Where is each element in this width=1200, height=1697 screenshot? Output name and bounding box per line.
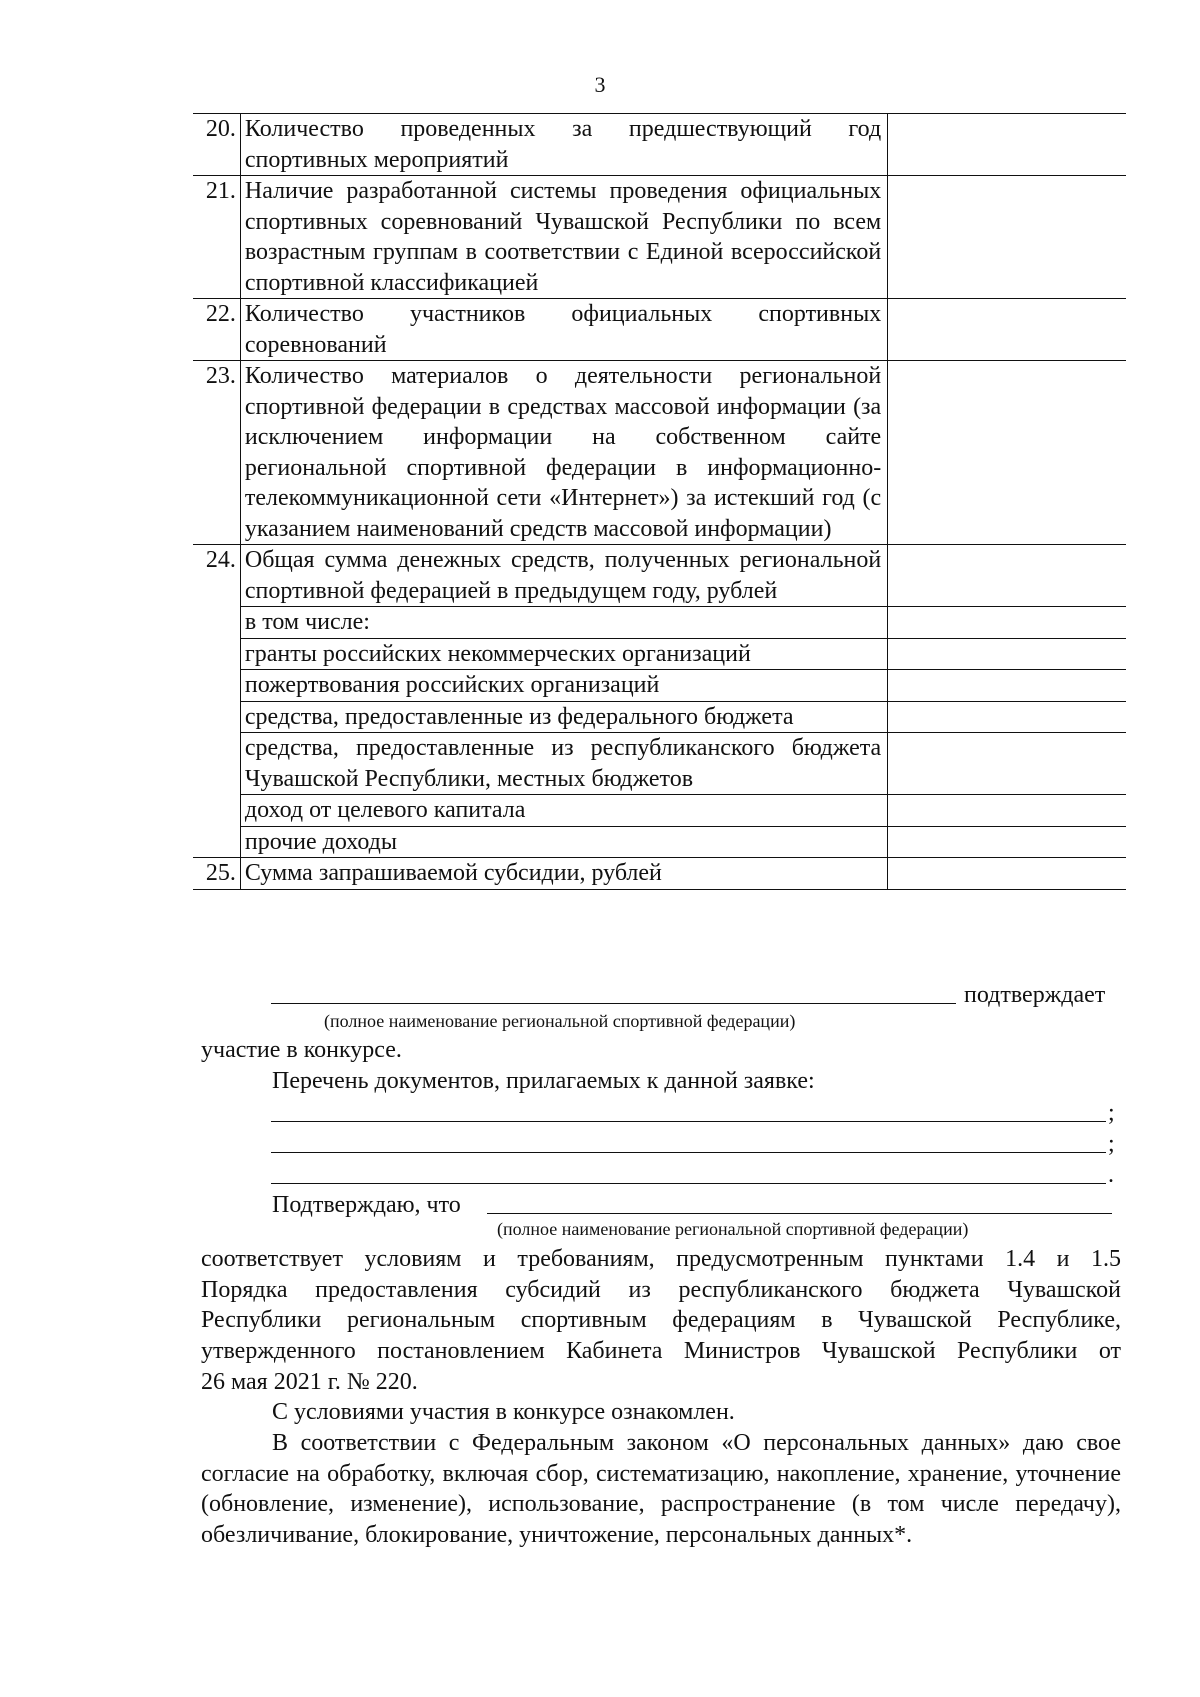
row-number: 24. <box>193 545 240 607</box>
row-value-cell[interactable] <box>888 607 1126 639</box>
table-row <box>193 176 1126 299</box>
confirm-prefix: Подтверждаю, что <box>272 1192 461 1218</box>
row-value-cell[interactable] <box>888 361 1126 545</box>
subrow-description: средства, предоставленные из федерального бюджета <box>240 701 887 733</box>
row-value-cell[interactable] <box>888 795 1126 827</box>
row-description: Количество проведенных за предшествующий год спортивных мероприятий <box>240 114 887 176</box>
federation-name-caption: (полное наименование региональной спортивной федерации) <box>324 1011 796 1031</box>
subrow-description: гранты российских некоммерческих организаций <box>240 638 887 670</box>
documents-heading: Перечень документов, прилагаемых к данной заявке: <box>272 1068 815 1094</box>
table-row <box>193 545 1126 607</box>
row-value-cell[interactable] <box>888 176 1126 299</box>
federation-name-blank-2[interactable] <box>487 1213 1112 1214</box>
row-value-cell[interactable] <box>888 299 1126 361</box>
compliance-line: Порядка предоставления субсидий из республиканского бюджета Чувашской <box>201 1276 1121 1303</box>
row-number: 23. <box>193 361 240 545</box>
table-subrow <box>193 638 1126 670</box>
subrow-description: средства, предоставленные из республиканского бюджета Чувашской Республики, местных бюджетов <box>240 733 887 795</box>
table-subrow <box>193 607 1126 639</box>
table-subrow <box>193 701 1126 733</box>
row-value-cell[interactable] <box>888 638 1126 670</box>
table-row <box>193 361 1126 545</box>
subrow-description: доход от целевого капитала <box>240 795 887 827</box>
row-number: 22. <box>193 299 240 361</box>
federation-name-caption-2: (полное наименование региональной спортивной федерации) <box>497 1219 969 1239</box>
compliance-line: соответствует условиям и требованиям, предусмотренным пунктами 1.4 и 1.5 <box>201 1246 1121 1272</box>
row-value-cell[interactable] <box>888 114 1126 176</box>
compliance-paragraph <box>201 1244 1121 1398</box>
row-description: Количество участников официальных спортивных соревнований <box>240 299 887 361</box>
compliance-line: 26 мая 2021 г. № 220. <box>201 1368 418 1395</box>
page-number: 3 <box>594 72 606 97</box>
row-number: 21. <box>193 176 240 299</box>
federation-name-blank[interactable] <box>271 1003 956 1004</box>
row-value-cell[interactable] <box>888 701 1126 733</box>
application-table <box>193 113 1126 890</box>
table-row <box>193 858 1126 890</box>
document-line-2[interactable] <box>271 1152 1106 1153</box>
table-subrow <box>193 795 1126 827</box>
consent-paragraph: В соответствии с Федеральным законом «О персональных данных» даю свое согласие на обработку, включая сбор, систематизацию, накопление, хранение, уточнение (обновление, изменение), использование, распространение (в том числе передачу), обезличивание, блокирование, уничтожение, персональных данных*. <box>201 1430 1121 1549</box>
row-number: 25. <box>193 858 240 890</box>
document-line-1[interactable] <box>271 1121 1106 1122</box>
document-line-1-punct: ; <box>1108 1100 1115 1126</box>
table-row <box>193 299 1126 361</box>
subrow-description: прочие доходы <box>240 826 887 858</box>
table-subrow <box>193 733 1126 795</box>
row-description: Общая сумма денежных средств, полученных региональной спортивной федерацией в предыдущем году, рублей <box>240 545 887 607</box>
compliance-line: утвержденного постановлением Кабинета Министров Чувашской Республики от <box>201 1338 1121 1365</box>
document-line-3-punct: . <box>1108 1162 1114 1188</box>
row-description: Наличие разработанной системы проведения официальных спортивных соревнований Чувашской Республики по всем возрастным группам в соответствии с Единой всероссийской спортивной классификацией <box>240 176 887 299</box>
row-number: 20. <box>193 114 240 176</box>
row-description: Сумма запрашиваемой субсидии, рублей <box>240 858 887 890</box>
acquainted-text: С условиями участия в конкурсе ознакомлен. <box>272 1399 735 1425</box>
subrow-description: пожертвования российских организаций <box>240 670 887 702</box>
table-subrow <box>193 826 1126 858</box>
row-value-cell[interactable] <box>888 733 1126 795</box>
confirms-word: подтверждает <box>964 982 1106 1008</box>
row-value-cell[interactable] <box>888 826 1126 858</box>
row-value-cell[interactable] <box>888 545 1126 607</box>
compliance-line: Республики региональным спортивным федерациям в Чувашской Республике, <box>201 1307 1121 1334</box>
row-value-cell[interactable] <box>888 670 1126 702</box>
document-line-3[interactable] <box>271 1183 1106 1184</box>
row-value-cell[interactable] <box>888 858 1126 890</box>
document-line-2-punct: ; <box>1108 1131 1115 1157</box>
row-description: Количество материалов о деятельности региональной спортивной федерации в средствах массовой информации (за исключением информации на собственном сайте региональной спортивной федерации в информационно-телекоммуникационной сети «Интернет») за истекший год (с указанием наименований средств массовой информации) <box>240 361 887 545</box>
table-row <box>193 114 1126 176</box>
table-subrow <box>193 670 1126 702</box>
participation-text: участие в конкурсе. <box>201 1037 402 1063</box>
subrow-description: в том числе: <box>240 607 887 639</box>
